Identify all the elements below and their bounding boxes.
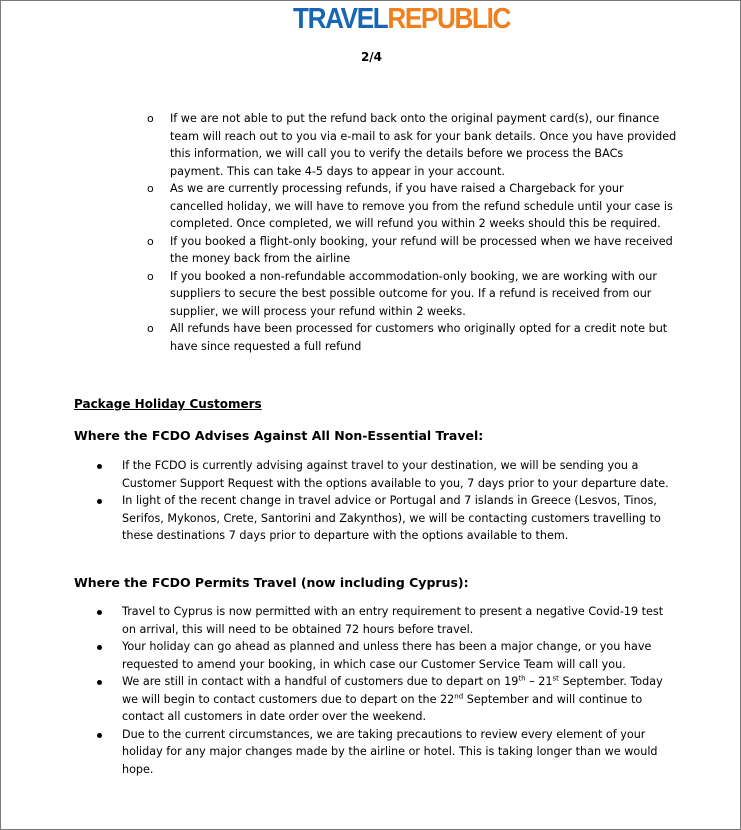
list-item xyxy=(147,180,677,233)
page-number: 2/4 xyxy=(360,50,383,64)
list-item xyxy=(97,673,677,726)
logo-part-republic: REPUBLIC xyxy=(387,3,510,35)
bullet-icon xyxy=(97,645,102,650)
list-item-text: If the FCDO is currently advising against travel to your destination, we will be sending you a Customer Support Request with the options available to you, 7 days prior to your departure date. xyxy=(122,459,669,490)
bullet-icon xyxy=(97,499,102,504)
list-item xyxy=(97,457,677,492)
travel-republic-logo xyxy=(293,3,510,35)
list-item-text: In light of the recent change in travel advice or Portugal and 7 islands in Greece (Lesvos, Tinos, Serifos, Mykonos, Crete, Santorini and Zakynthos), we will be contacting customers travelling to these destinations 7 days prior to departure with the options available to them. xyxy=(122,494,661,542)
superscript: st xyxy=(552,674,559,683)
bullet-icon xyxy=(97,733,102,738)
list-item-text: If we are not able to put the refund back onto the original payment card(s), our finance team will reach out to you via e-mail to ask for your bank details. Once you have provided this information, we will call you to verify the details before we process the BACs payment. This can take 4-5 days to appear in your account. xyxy=(170,112,677,178)
list-item-text: If you booked a flight-only booking, your refund will be processed when we have received the money back from the airline xyxy=(170,234,673,265)
list-item-text: As we are currently processing refunds, if you have raised a Chargeback for your cancelled holiday, we will have to remove you from the refund schedule until your case is completed. Once completed, we will refund you within 2 weeks should this be required. xyxy=(170,182,673,230)
text-run: – 21 xyxy=(525,675,553,688)
text-run: September. Today we will begin to contact customers due to depart on the 22 xyxy=(122,675,663,706)
hollow-bullet-icon: o xyxy=(147,182,154,195)
hollow-bullet-icon: o xyxy=(147,234,154,248)
refund-sublist xyxy=(147,110,677,355)
hollow-bullet-icon: o xyxy=(147,112,154,125)
hollow-bullet-icon: o xyxy=(147,269,154,283)
bullet-icon xyxy=(97,610,102,615)
list-item-text: All refunds have been processed for customers who originally opted for a credit note but have since requested a full refund xyxy=(170,322,668,353)
list-item xyxy=(147,110,677,180)
hollow-bullet-icon: o xyxy=(147,322,154,335)
package-holiday-heading: Package Holiday Customers xyxy=(74,397,262,411)
superscript: nd xyxy=(454,691,464,700)
list-item xyxy=(97,603,677,638)
against-travel-list xyxy=(97,457,677,545)
list-item xyxy=(97,638,677,673)
bullet-icon xyxy=(97,464,102,469)
section-heading-permits-travel: Where the FCDO Permits Travel (now including Cyprus): xyxy=(74,575,469,590)
list-item xyxy=(147,320,677,355)
list-item-text: Travel to Cyprus is now permitted with an entry requirement to present a negative Covid-19 test on arrival, this will need to be obtained 72 hours before travel. xyxy=(122,605,664,636)
list-item xyxy=(147,268,677,321)
list-item xyxy=(97,492,677,545)
list-item xyxy=(147,233,677,268)
superscript: th xyxy=(518,674,526,683)
logo-part-travel: TRAVEL xyxy=(293,3,388,35)
section-heading-against-travel: Where the FCDO Advises Against All Non-Essential Travel: xyxy=(74,428,484,443)
list-item-text xyxy=(122,675,663,723)
list-item-text: Due to the current circumstances, we are taking precautions to review every element of your holiday for any major changes made by the airline or hotel. This is taking longer than we would hope. xyxy=(122,727,658,776)
permits-travel-list xyxy=(97,603,677,778)
list-item-text: If you booked a non-refundable accommodation-only booking, we are working with our suppliers to secure the best possible outcome for you. If a refund is received from our supplier, we will process your refund within 2 weeks. xyxy=(170,269,657,318)
bullet-icon xyxy=(97,680,102,685)
list-item-text: Your holiday can go ahead as planned and unless there has been a major change, or you have requested to amend your booking, in which case our Customer Service Team will call you. xyxy=(122,640,652,671)
text-run: We are still in contact with a handful of customers due to depart on 19 xyxy=(122,675,519,688)
list-item xyxy=(97,726,677,779)
text-run: September and will continue to contact all customers in date order over the weekend. xyxy=(122,692,643,723)
